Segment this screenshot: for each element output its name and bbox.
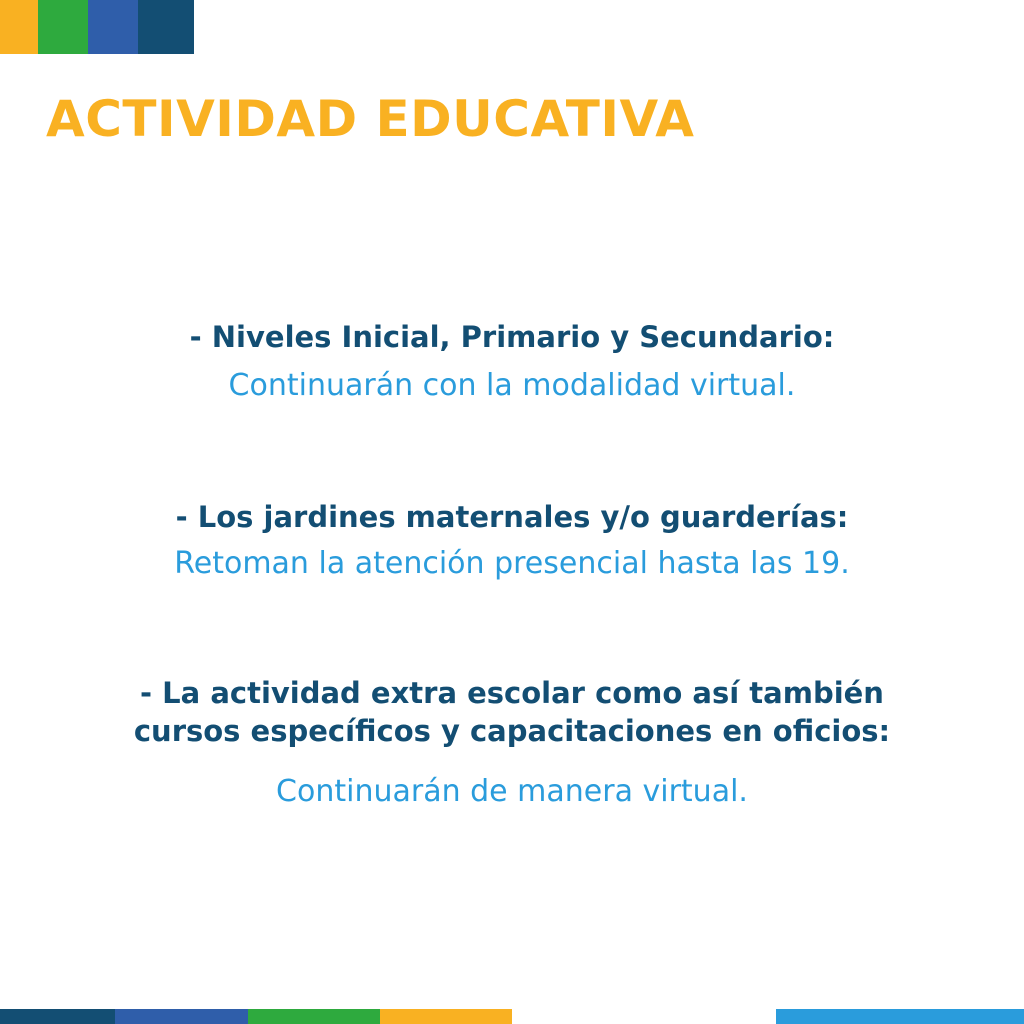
bottom-stripe-orange (380, 1009, 512, 1024)
item-heading: - Los jardines maternales y/o guarderías: (175, 500, 849, 534)
stripe-orange (0, 0, 38, 54)
bottom-color-stripes (0, 1009, 1024, 1024)
item-detail: Continuarán con la modalidad virtual. (228, 368, 796, 403)
stripe-green (38, 0, 88, 54)
item-block-jardines (0, 498, 1024, 584)
page-title: ACTIVIDAD EDUCATIVA (46, 90, 695, 148)
item-detail: Continuarán de manera virtual. (276, 774, 748, 809)
item-heading-line2: cursos específicos y capacitaciones en oficios: (133, 714, 891, 748)
item-heading-line1: - La actividad extra escolar como así también (140, 676, 884, 710)
bottom-stripe-blue (115, 1009, 248, 1024)
top-color-stripes (0, 0, 194, 54)
bottom-stripe-navy (0, 1009, 115, 1024)
bottom-stripe-light-blue (776, 1009, 1024, 1024)
bottom-stripe-green (248, 1009, 380, 1024)
item-block-actividad-extra (0, 674, 1024, 812)
stripe-blue (88, 0, 138, 54)
item-heading: - Niveles Inicial, Primario y Secundario: (189, 320, 835, 354)
item-block-niveles (0, 318, 1024, 406)
stripe-navy (138, 0, 194, 54)
item-detail: Retoman la atención presencial hasta las 19. (174, 546, 850, 581)
